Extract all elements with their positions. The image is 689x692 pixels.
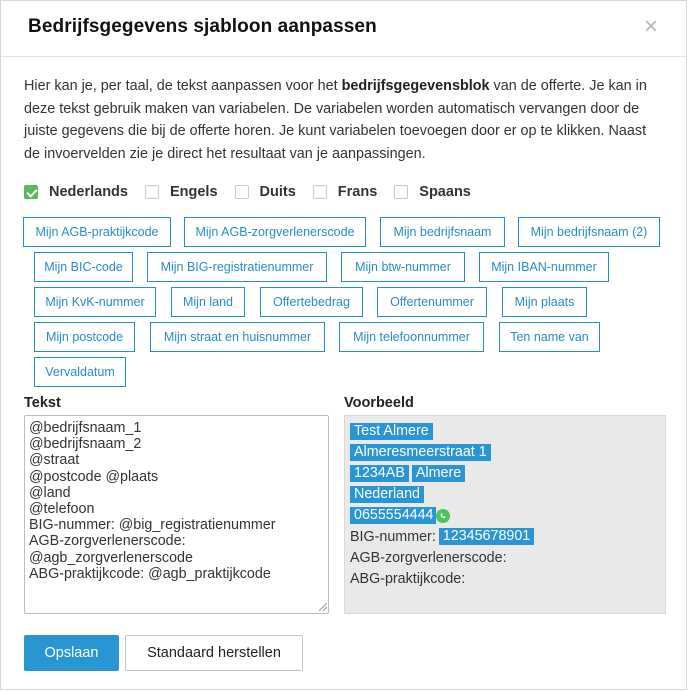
- variable-agb-praktijkcode[interactable]: Mijn AGB-praktijkcode: [23, 217, 171, 247]
- variable-kvk-nummer[interactable]: Mijn KvK-nummer: [34, 287, 156, 317]
- resize-handle-icon[interactable]: [319, 603, 327, 611]
- language-label: Nederlands: [49, 184, 128, 200]
- variable-iban-nummer[interactable]: Mijn IBAN-nummer: [479, 252, 609, 282]
- close-icon[interactable]: ×: [643, 13, 658, 40]
- checkbox-nederlands[interactable]: [24, 185, 38, 199]
- checkbox-engels[interactable]: [145, 185, 159, 199]
- variable-vervaldatum[interactable]: Vervaldatum: [34, 357, 126, 387]
- variable-bedrijfsnaam[interactable]: Mijn bedrijfsnaam: [380, 217, 505, 247]
- language-spaans[interactable]: [394, 184, 471, 200]
- preview-postcode: 1234AB: [350, 465, 409, 482]
- language-label: Engels: [169, 184, 218, 200]
- variable-ten-name-van[interactable]: Ten name van: [499, 322, 600, 352]
- checkbox-spaans[interactable]: [394, 185, 408, 199]
- intro-text-bold: bedrijfsgegevensblok: [341, 78, 490, 94]
- preview-agb-line: AGB-zorgverlenerscode:: [350, 549, 507, 566]
- variable-offertebedrag[interactable]: Offertebedrag: [260, 287, 363, 317]
- preview-label: Voorbeeld: [344, 395, 414, 411]
- variable-telefoonnummer[interactable]: Mijn telefoonnummer: [339, 322, 484, 352]
- save-button[interactable]: Opslaan: [24, 635, 119, 671]
- preview-country: Nederland: [350, 486, 424, 503]
- language-duits[interactable]: [235, 184, 296, 200]
- preview-big-label: BIG-nummer:: [350, 528, 436, 545]
- preview-line: [350, 526, 660, 547]
- variable-bic-code[interactable]: Mijn BIC-code: [34, 252, 133, 282]
- dialog-title: Bedrijfsgegevens sjabloon aanpassen: [28, 16, 377, 37]
- language-nederlands[interactable]: [24, 184, 128, 200]
- preview-line: [350, 463, 660, 484]
- preview-line: [350, 568, 660, 589]
- preview-big-value: 12345678901: [439, 528, 534, 545]
- language-label: Frans: [337, 184, 378, 200]
- variable-big-registratienummer[interactable]: Mijn BIG-registratienummer: [147, 252, 327, 282]
- intro-text: [24, 75, 664, 165]
- preview-line: [350, 442, 660, 463]
- language-label: Duits: [259, 184, 296, 200]
- preview-panel: [344, 415, 666, 614]
- dialog-header: [1, 1, 686, 57]
- variable-bedrijfsnaam-2[interactable]: Mijn bedrijfsnaam (2): [518, 217, 660, 247]
- preview-line: [350, 421, 660, 442]
- whatsapp-icon: [436, 509, 450, 523]
- intro-text-end: van de offerte. Je kan in deze tekst gebruik maken van variabelen. De variabelen worden automatisch vervangen door de juiste gegevens die bij de offerte horen. Je kunt variabelen toevoegen door er op te klikken. Naast de invoervelden zie je direct het resultaat van je aanpassingen.: [24, 78, 647, 162]
- variable-plaats[interactable]: Mijn plaats: [502, 287, 587, 317]
- checkbox-frans[interactable]: [313, 185, 327, 199]
- preview-street: Almeresmeerstraat 1: [350, 444, 491, 461]
- variable-btw-nummer[interactable]: Mijn btw-nummer: [341, 252, 465, 282]
- preview-line: [350, 505, 660, 526]
- reset-default-button[interactable]: Standaard herstellen: [125, 635, 303, 671]
- language-engels[interactable]: [145, 184, 218, 200]
- language-selector: [24, 181, 488, 203]
- preview-company: Test Almere: [350, 423, 433, 440]
- preview-line: [350, 547, 660, 568]
- language-frans[interactable]: [313, 184, 378, 200]
- preview-city: Almere: [412, 465, 465, 482]
- variable-land[interactable]: Mijn land: [171, 287, 245, 317]
- preview-phone: 0655554444: [350, 507, 436, 524]
- variable-offertenummer[interactable]: Offertenummer: [377, 287, 487, 317]
- editor-label: Tekst: [24, 395, 61, 411]
- checkbox-duits[interactable]: [235, 185, 249, 199]
- variable-straat-huisnummer[interactable]: Mijn straat en huisnummer: [150, 322, 325, 352]
- variable-agb-zorgverlenerscode[interactable]: Mijn AGB-zorgverlenerscode: [184, 217, 366, 247]
- preview-abg-line: ABG-praktijkcode:: [350, 570, 466, 587]
- variable-postcode[interactable]: Mijn postcode: [34, 322, 135, 352]
- template-textarea[interactable]: [24, 415, 329, 614]
- preview-line: [350, 484, 660, 505]
- intro-text-start: Hier kan je, per taal, de tekst aanpassen voor het: [24, 78, 342, 94]
- language-label: Spaans: [419, 184, 471, 200]
